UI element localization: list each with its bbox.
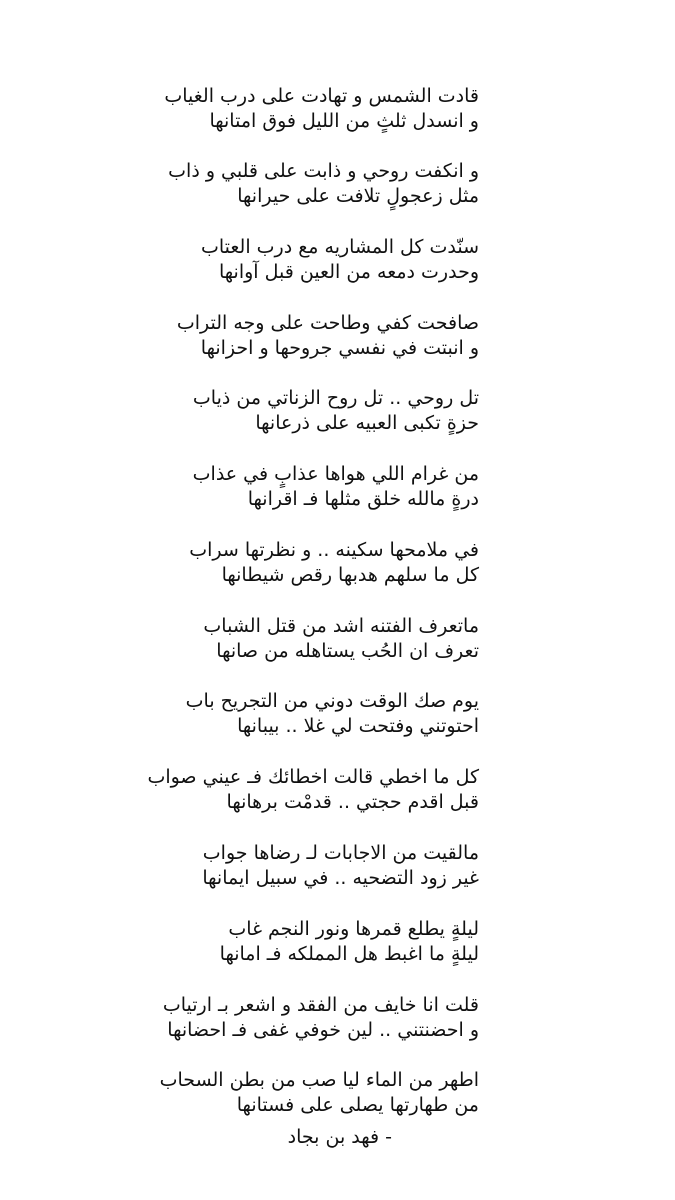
- poet-signature: - فهد بن بجاد: [287, 1126, 392, 1148]
- verse-line: قادت الشمس و تهادت على درب الغياب: [164, 85, 479, 107]
- stanza-7: [19, 538, 479, 588]
- verse-line: في ملامحها سكينه .. و نظرتها سراب: [189, 539, 479, 561]
- verse-line: قبل اقدم حجتي .. قدمْت برهانها: [226, 791, 479, 813]
- verse-line: يوم صك الوقت دوني من التجريح باب: [185, 690, 479, 712]
- verse-line: غير زود التضحيه .. في سبيل ايمانها: [202, 867, 479, 889]
- verse-line: اطهر من الماء ليا صب من بطن السحاب: [159, 1069, 479, 1091]
- verse-line: ليلةٍ ما اغبط هل المملكه فـ امانها: [219, 943, 479, 965]
- stanza-10: [19, 765, 479, 815]
- verse-line: وحدرت دمعه من العين قبل آوانها: [219, 261, 479, 283]
- stanza-11: [19, 841, 479, 891]
- stanza-13: [19, 993, 479, 1043]
- verse-line: صافحت كفي وطاحت على وجه التراب: [176, 312, 479, 334]
- verse-line: كل ما اخطي قالت اخطائك فـ عيني صواب: [147, 766, 479, 788]
- stanza-4: [19, 311, 479, 361]
- verse-line: ليلةٍ يطلع قمرها ونور النجم غاب: [228, 918, 479, 940]
- verse-line: حزةٍ تكبى العبيه على ذرعانها: [255, 412, 479, 434]
- stanza-9: [19, 689, 479, 739]
- verse-line: و انسدل ثلثٍ من الليل فوق امتانها: [209, 110, 479, 132]
- verse-line: من غرام اللي هواها عذابٍ في عذاب: [192, 463, 479, 485]
- stanza-8: [19, 614, 479, 664]
- verse-line: احتوتني وفتحت لي غلا .. بيبانها: [237, 715, 479, 737]
- stanza-14: [19, 1068, 479, 1118]
- verse-line: سنّدت كل المشاريه مع درب العتاب: [200, 236, 479, 258]
- verse-line: درةٍ مالله خلق مثلها فـ اقرانها: [247, 488, 479, 510]
- verse-line: ماتعرف الفتنه اشد من قتل الشباب: [203, 615, 479, 637]
- verse-line: و احضنتني .. لين خوفي غفى فـ احضانها: [167, 1019, 479, 1041]
- stanza-3: [19, 235, 479, 285]
- verse-line: مالقيت من الاجابات لـ رضاها جواب: [202, 842, 479, 864]
- stanza-5: [19, 386, 479, 436]
- verse-line: قلت انا خايف من الفقد و اشعر بـ ارتياب: [162, 994, 479, 1016]
- verse-line: و انبتت في نفسي جروحها و احزانها: [200, 337, 479, 359]
- verse-line: تل روحي .. تل روح الزناتي من ذياب: [192, 387, 479, 409]
- stanza-1: [19, 84, 479, 134]
- stanza-2: [19, 159, 479, 209]
- verse-line: و انكفت روحي و ذابت على قلبي و ذاب: [168, 160, 479, 182]
- verse-line: كل ما سلهم هدبها رقص شيطانها: [221, 564, 479, 586]
- verse-line: مثل زعجولٍ تلافت على حيرانها: [237, 185, 479, 207]
- verse-line: تعرف ان الحُب يستاهله من صانها: [216, 640, 479, 662]
- stanza-12: [19, 917, 479, 967]
- stanza-6: [19, 462, 479, 512]
- verse-line: من طهارتها يصلى على فستانها: [236, 1094, 479, 1116]
